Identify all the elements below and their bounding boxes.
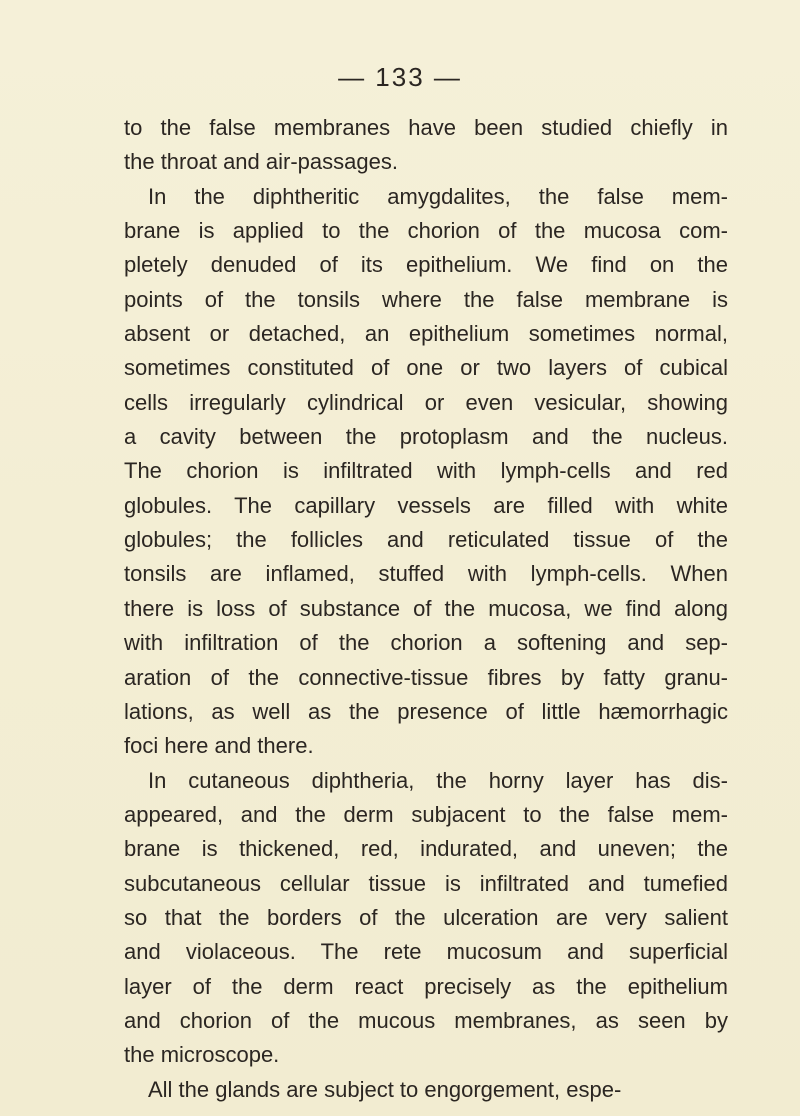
text-line: the microscope. bbox=[124, 1042, 280, 1068]
text-line: the throat and air-passages. bbox=[124, 149, 398, 175]
text-line: sometimes constituted of one or two layers of cubical bbox=[124, 355, 728, 381]
text-line: a cavity between the protoplasm and the nucleus. bbox=[124, 424, 728, 450]
text-line: there is loss of substance of the mucosa, we find along bbox=[124, 595, 728, 621]
text-line: The chorion is infiltrated with lymph-cells and red bbox=[124, 458, 728, 484]
text-line: absent or detached, an epithelium sometimes normal, bbox=[124, 321, 728, 347]
text-line: lations, as well as the presence of little hæmorrhagic bbox=[124, 698, 728, 724]
text-line: globules. The capillary vessels are filled with white bbox=[124, 492, 728, 518]
text-line: and chorion of the mucous membranes, as seen by bbox=[124, 1007, 728, 1033]
body-text bbox=[124, 111, 728, 1107]
text-line: brane is applied to the chorion of the mucosa com- bbox=[124, 218, 728, 244]
text-line: In the diphtheritic amygdalites, the false mem- bbox=[148, 183, 728, 209]
text-line: with infiltration of the chorion a softening and sep- bbox=[124, 630, 728, 656]
text-line: pletely denuded of its epithelium. We find on the bbox=[124, 252, 728, 278]
text-line: aration of the connective-tissue fibres by fatty granu- bbox=[124, 664, 728, 690]
text-line: All the glands are subject to engorgement, espe- bbox=[148, 1076, 622, 1102]
text-line: subcutaneous cellular tissue is infiltrated and tumefied bbox=[124, 870, 728, 896]
text-line: points of the tonsils where the false membrane is bbox=[124, 286, 728, 312]
text-line: cells irregularly cylindrical or even vesicular, showing bbox=[124, 389, 728, 415]
text-line: layer of the derm react precisely as the epithelium bbox=[124, 973, 728, 999]
text-line: tonsils are inflamed, stuffed with lymph-cells. When bbox=[124, 561, 728, 587]
text-line: so that the borders of the ulceration are very salient bbox=[124, 904, 728, 930]
text-line: to the false membranes have been studied chiefly in bbox=[124, 115, 728, 140]
text-line: globules; the follicles and reticulated tissue of the bbox=[124, 527, 728, 553]
text-line: foci here and there. bbox=[124, 733, 314, 759]
text-line: brane is thickened, red, indurated, and uneven; the bbox=[124, 836, 728, 862]
page-number: — 133 — bbox=[338, 62, 462, 92]
text-line: appeared, and the derm subjacent to the false mem- bbox=[124, 801, 728, 827]
text-line: and violaceous. The rete mucosum and superficial bbox=[124, 939, 728, 965]
text-line: In cutaneous diphtheria, the horny layer has dis- bbox=[148, 767, 728, 793]
